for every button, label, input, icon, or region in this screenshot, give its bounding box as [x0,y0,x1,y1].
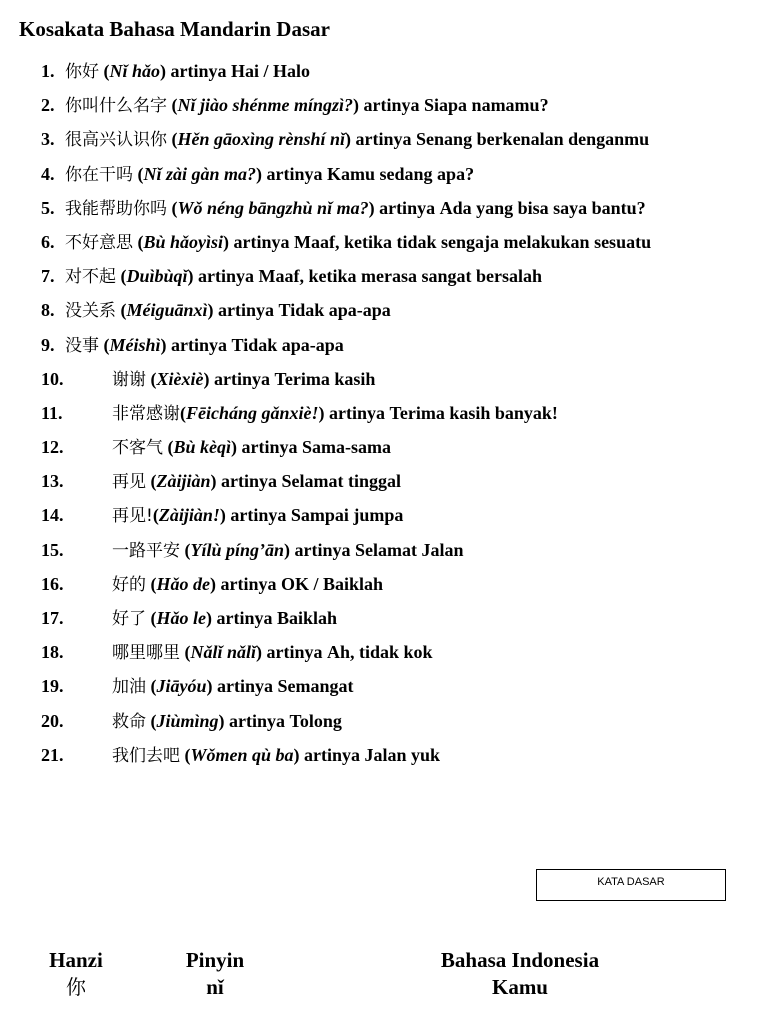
vocab-connector: artinya [216,608,273,628]
vocab-entry [112,673,354,700]
vocab-number: 9. [41,334,55,355]
vocab-pinyin: Nǐ jiào shénme míngzì? [177,95,354,116]
vocab-number: 17. [41,608,64,628]
vocab-connector: artinya [379,197,436,218]
vocab-entry [112,366,375,393]
vocab-meaning: Semangat [277,676,354,697]
vocab-number: 5. [41,197,55,218]
vocab-paren-open: ( [150,710,157,731]
vocab-number: 10. [41,368,64,389]
vocab-entry [65,58,310,85]
vocab-paren-open: ( [120,266,127,287]
vocab-connector: artinya [241,437,298,458]
vocab-entry [65,263,542,290]
vocab-entry [65,161,474,188]
vocab-pinyin: Zàijiàn! [158,505,220,526]
vocab-entry [65,195,646,222]
vocab-paren-close: ) [207,300,214,321]
vocab-connector: artinya [170,61,227,81]
vocab-hanzi: 对不起 [65,267,116,288]
vocab-item [0,400,768,434]
table-cell-indonesia: Kamu [491,975,548,999]
vocab-item [0,639,768,673]
vocab-paren-open: ( [184,642,191,663]
vocab-paren-close: ) [203,368,210,389]
vocab-number: 18. [41,642,64,663]
vocab-paren-open: ( [150,676,157,697]
vocab-paren-open: ( [137,231,144,252]
table-header-hanzi: Hanzi [49,948,103,972]
vocab-meaning: Selamat tinggal [281,471,402,492]
vocab-pinyin: Bù hǎoyìsi [143,231,224,252]
vocab-connector: artinya [214,368,270,389]
vocab-paren-open: ( [180,402,186,423]
vocab-item [0,229,768,263]
vocab-hanzi: 一路平安 [112,540,180,561]
vocab-meaning: Maaf, ketika tidak sengaja melakukan sesuatu [294,231,652,252]
vocab-paren-close: ) [210,471,217,492]
vocab-entry [112,468,401,495]
vocab-paren-open: ( [150,368,157,389]
vocab-entry [112,742,440,769]
vocab-number: 14. [41,505,64,526]
vocab-item [0,708,768,742]
vocab-meaning: Jalan yuk [364,744,441,765]
vocab-item [0,263,768,297]
vocab-paren-open: ( [150,471,157,492]
vocab-hanzi: 很高兴认识你 [65,130,167,151]
vocab-pinyin: Jiāyóu [156,676,207,697]
vocab-pinyin: Xièxiè [156,368,204,389]
vocab-pinyin: Hǎo le [156,608,206,628]
vocab-connector: artinya [220,573,277,594]
vocab-item [0,366,768,400]
vocab-number: 11. [41,402,63,423]
vocab-item [0,434,768,468]
vocab-paren-open: ( [184,744,191,765]
vocab-paren-close: ) [206,676,213,697]
vocab-paren-open: ( [103,334,110,355]
vocab-connector: artinya [329,402,386,423]
vocab-pinyin: Fēicháng gǎnxiè! [186,402,319,423]
vocab-meaning: OK / Baiklah [281,573,384,594]
vocab-connector: artinya [221,471,278,492]
vocab-connector: artinya [198,266,255,287]
vocab-entry [112,605,337,632]
vocab-pinyin: Yílù píng’ān [190,539,285,560]
vocab-entry [65,332,344,359]
vocab-pinyin: Méiguānxì [126,300,208,321]
table-column-indonesia [400,947,640,1001]
vocab-connector: artinya [363,95,420,116]
vocab-entry [112,434,391,461]
vocab-item [0,297,768,331]
vocab-paren-open: ( [171,129,178,150]
vocab-paren-close: ) [160,61,167,81]
vocab-number: 19. [41,676,64,697]
vocab-paren-open: ( [152,505,159,526]
vocab-meaning: Senang berkenalan denganmu [416,129,650,150]
vocab-pinyin: Bù kèqì [173,437,232,458]
vocab-paren-close: ) [231,437,238,458]
table-column-hanzi [30,947,122,1001]
vocab-meaning: Siapa namamu? [424,95,549,116]
vocab-number: 15. [41,539,64,560]
vocab-number: 8. [41,300,55,321]
vocab-connector: artinya [229,710,286,731]
vocabulary-list [0,58,768,776]
vocab-item [0,537,768,571]
vocab-pinyin: Wǒ néng bāngzhù nǐ ma? [177,197,369,218]
vocab-paren-open: ( [150,573,157,594]
vocab-entry [65,229,651,256]
table-header-pinyin: Pinyin [185,948,245,972]
vocab-meaning: Sampai jumpa [290,505,404,526]
vocab-number: 4. [41,163,55,184]
vocab-paren-close: ) [293,744,300,765]
vocab-meaning: Tolong [289,710,342,731]
vocab-entry [112,571,383,598]
vocab-pinyin: Jiùmìng [156,710,219,731]
vocab-pinyin: Wǒmen qù ba [190,744,294,765]
table-column-pinyin [160,947,270,1001]
table-cell-pinyin: nǐ [206,975,224,999]
vocab-connector: artinya [171,334,228,355]
vocab-item [0,161,768,195]
vocab-item [0,92,768,126]
vocab-meaning: Ah, tidak kok [327,642,433,663]
vocab-number: 12. [41,437,64,458]
vocab-paren-close: ) [284,539,291,560]
vocab-meaning: Tidak apa-apa [231,334,344,355]
vocab-meaning: Selamat Jalan [355,539,464,560]
vocab-hanzi: 你叫什么名字 [65,96,167,117]
vocab-item [0,126,768,160]
vocab-meaning: Maaf, ketika merasa sangat bersalah [258,266,543,287]
vocab-paren-close: ) [160,334,167,355]
table-cell-hanzi: 你 [66,975,86,999]
vocab-hanzi: 好的 [112,574,146,595]
vocab-paren-close: ) [210,573,216,594]
vocab-paren-close: ) [368,197,375,218]
vocab-meaning: Kamu sedang apa? [327,163,475,184]
vocab-entry [112,537,464,564]
vocab-meaning: Tidak apa-apa [278,300,391,321]
kata-dasar-box: KATA DASAR [536,869,726,901]
vocab-paren-close: ) [256,642,263,663]
vocab-paren-close: ) [345,129,352,150]
vocab-meaning: Terima kasih banyak! [389,402,558,423]
vocab-meaning: Terima kasih [274,368,376,389]
vocab-connector: artinya [266,642,323,663]
vocab-number: 20. [41,710,64,731]
vocab-paren-open: ( [137,163,144,184]
vocab-entry [112,639,433,666]
vocab-hanzi: 我们去吧 [112,745,180,766]
vocab-number: 16. [41,573,64,594]
vocab-connector: artinya [233,231,290,252]
vocab-paren-open: ( [167,437,174,458]
vocab-item [0,502,768,536]
vocab-item [0,58,768,92]
vocab-paren-close: ) [219,505,226,526]
vocab-entry [65,297,391,324]
vocab-item [0,571,768,605]
vocab-connector: artinya [355,129,412,150]
vocab-hanzi: 非常感谢 [112,403,180,424]
vocab-item [0,468,768,502]
vocab-hanzi: 救命 [112,711,146,732]
vocab-hanzi: 不客气 [112,438,163,459]
vocab-hanzi: 再见! [112,506,153,527]
vocab-entry [112,502,403,529]
vocab-pinyin: Nǐ zài gàn ma? [143,163,257,184]
vocab-pinyin: Nǎlǐ nǎlǐ [190,642,257,663]
vocab-paren-open: ( [103,61,110,81]
vocab-entry [112,708,342,735]
vocab-paren-close: ) [318,402,325,423]
vocab-paren-close: ) [206,608,212,628]
vocab-paren-open: ( [171,95,178,116]
vocab-paren-close: ) [256,163,263,184]
vocab-item [0,673,768,707]
vocab-hanzi: 不好意思 [65,232,133,253]
vocab-pinyin: Hǎo de [156,573,210,594]
vocab-number: 3. [41,129,55,150]
vocab-entry [112,400,558,427]
vocab-hanzi: 没事 [65,335,99,356]
vocab-connector: artinya [294,539,351,560]
vocab-number: 13. [41,471,64,492]
vocab-paren-open: ( [184,539,191,560]
vocab-hanzi: 我能帮助你吗 [65,198,167,219]
vocab-meaning: Hai / Halo [231,61,311,81]
vocab-pinyin: Nǐ hǎo [109,61,161,81]
vocab-paren-open: ( [120,300,127,321]
vocab-item [0,742,768,776]
vocab-hanzi: 再见 [112,472,146,493]
vocab-paren-open: ( [150,608,157,628]
vocab-item [0,605,768,639]
vocab-meaning: Ada yang bisa saya bantu? [439,197,646,218]
vocab-paren-close: ) [218,710,225,731]
vocab-number: 2. [41,95,55,116]
vocab-paren-close: ) [187,266,194,287]
vocab-hanzi: 加油 [112,677,146,698]
vocab-hanzi: 你在干吗 [65,164,133,185]
vocab-number: 21. [41,744,64,765]
vocab-entry [65,92,549,119]
vocab-connector: artinya [304,744,361,765]
vocab-hanzi: 你好 [65,62,99,82]
vocab-pinyin: Zàijiàn [156,471,211,492]
vocab-connector: artinya [217,676,274,697]
vocab-pinyin: Méishì [109,334,161,355]
vocab-pinyin: Hěn gāoxìng rènshí nǐ [177,129,346,150]
vocab-item [0,195,768,229]
vocab-hanzi: 哪里哪里 [112,643,180,664]
vocab-meaning: Baiklah [277,608,338,628]
vocab-connector: artinya [218,300,275,321]
vocab-paren-open: ( [171,197,178,218]
vocab-number: 6. [41,231,55,252]
table-header-indonesia: Bahasa Indonesia [440,948,600,972]
vocab-connector: artinya [266,163,323,184]
document-title: Kosakata Bahasa Mandarin Dasar [19,17,330,41]
vocab-hanzi: 没关系 [65,301,116,322]
vocab-item [0,332,768,366]
vocab-paren-close: ) [223,231,230,252]
vocab-hanzi: 好了 [112,609,146,629]
vocab-entry [65,126,649,153]
vocab-connector: artinya [230,505,287,526]
vocab-paren-close: ) [353,95,360,116]
vocab-number: 1. [41,61,55,81]
vocab-meaning: Sama-sama [302,437,392,458]
vocab-pinyin: Duìbùqǐ [126,266,188,287]
vocab-number: 7. [41,266,55,287]
vocab-hanzi: 谢谢 [112,369,146,390]
